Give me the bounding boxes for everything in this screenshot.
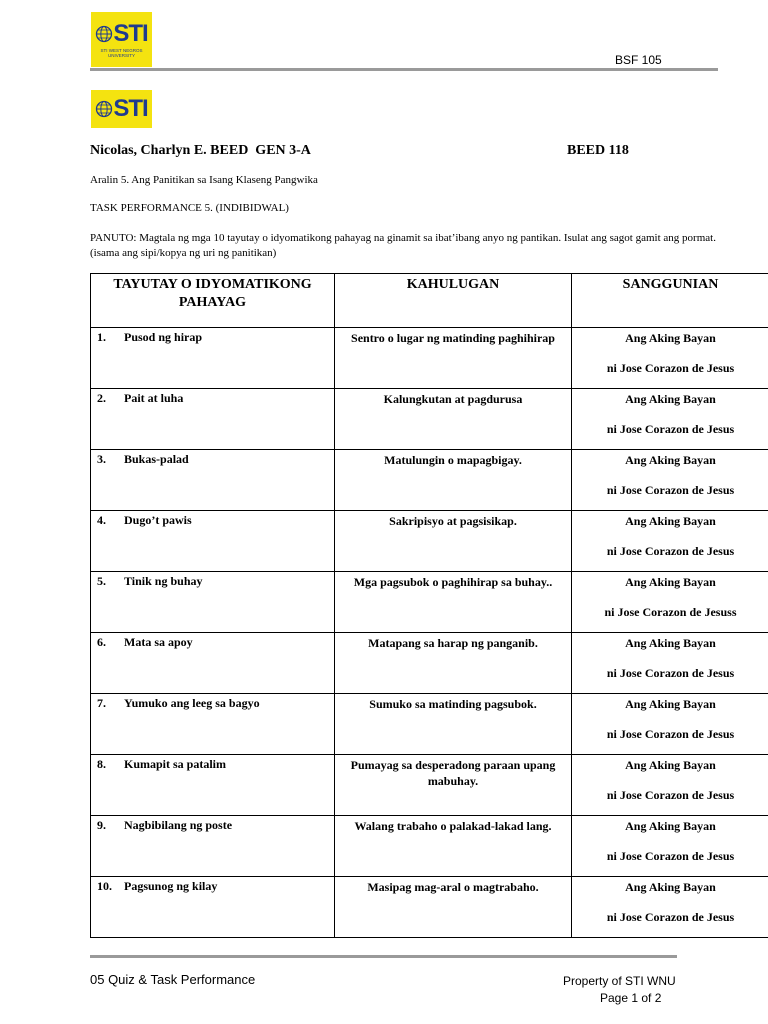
course-label: BEED 118 — [567, 143, 629, 158]
course-code-header: BSF 105 — [615, 53, 662, 67]
globe-icon — [95, 100, 113, 118]
source-cell — [572, 450, 768, 511]
term-cell — [91, 877, 335, 938]
footer-title: 05 Quiz & Task Performance — [90, 972, 256, 987]
meaning-cell — [335, 816, 572, 877]
term-cell — [91, 328, 335, 389]
table-row — [91, 755, 768, 816]
source-author: ni Jose Corazon de Jesus — [606, 422, 735, 436]
source-author: ni Jose Corazon de Jesus — [606, 666, 735, 680]
idiom-term: Pusod ng hirap — [124, 330, 203, 344]
source-cell — [572, 633, 768, 694]
source-title: Ang Aking Bayan — [625, 758, 716, 772]
meaning-cell — [335, 450, 572, 511]
meaning-cell — [335, 755, 572, 816]
source-cell — [572, 694, 768, 755]
source-author: ni Jose Corazon de Jesus — [606, 849, 735, 863]
source-cell — [572, 755, 768, 816]
source-author: ni Jose Corazon de Jesus — [606, 727, 735, 741]
table-row — [91, 328, 768, 389]
source-cell — [572, 572, 768, 633]
sti-logo — [91, 90, 152, 128]
source-author: ni Jose Corazon de Jesus — [606, 544, 735, 558]
instructions: PANUTO: Magtala ng mga 10 tayutay o idyomatikong pahayag na ginamit sa ibat’ibang anyo ng pantikan. Isulat ang sagot gamit ang pormat. (isama ang sipi/kopya ng uri ng panitikan) — [90, 232, 716, 259]
meaning-cell — [335, 328, 572, 389]
term-cell — [91, 755, 335, 816]
idiom-meaning: Sumuko sa matinding pagsubok. — [369, 697, 537, 711]
source-author: ni Jose Corazon de Jesus — [606, 910, 735, 924]
term-cell — [91, 511, 335, 572]
header-divider — [90, 68, 718, 71]
idiom-term: Bukas-palad — [124, 452, 189, 466]
row-number: 3. — [97, 452, 106, 466]
source-title: Ang Aking Bayan — [625, 819, 716, 833]
term-cell — [91, 389, 335, 450]
source-title: Ang Aking Bayan — [625, 331, 716, 345]
source-author: ni Jose Corazon de Jesus — [606, 361, 735, 375]
table-row — [91, 450, 768, 511]
logo-word: STI — [113, 19, 148, 47]
row-number: 5. — [97, 574, 106, 588]
term-cell — [91, 633, 335, 694]
source-title: Ang Aking Bayan — [625, 453, 716, 467]
meaning-cell — [335, 633, 572, 694]
idiom-meaning: Walang trabaho o palakad-lakad lang. — [354, 819, 552, 833]
idiom-meaning: Matapang sa harap ng panganib. — [368, 636, 538, 650]
term-cell — [91, 816, 335, 877]
row-number: 6. — [97, 635, 106, 649]
student-name: Nicolas, Charlyn E. BEED GEN 3-A — [90, 143, 311, 158]
idiom-meaning: Kalungkutan at pagdurusa — [383, 392, 523, 406]
lesson-title: Aralin 5. Ang Panitikan sa Isang Klaseng Pangwika — [90, 174, 318, 186]
table-header-row — [91, 274, 768, 328]
term-cell — [91, 450, 335, 511]
footer-property: Property of STI WNU — [563, 974, 676, 988]
row-number: 8. — [97, 757, 106, 771]
idiom-meaning: Pumayag sa desperadong paraan upang mabuhay. — [350, 758, 556, 788]
source-title: Ang Aking Bayan — [625, 514, 716, 528]
meaning-cell — [335, 572, 572, 633]
row-number: 4. — [97, 513, 106, 527]
meaning-cell — [335, 389, 572, 450]
row-number: 2. — [97, 391, 106, 405]
task-title: TASK PERFORMANCE 5. (INDIBIDWAL) — [90, 202, 289, 214]
row-number: 10. — [97, 879, 112, 893]
term-cell — [91, 572, 335, 633]
sti-wnu-logo — [91, 12, 152, 67]
idiom-meaning: Matulungin o mapagbigay. — [384, 453, 522, 467]
source-author: ni Jose Corazon de Jesuss — [604, 605, 737, 619]
table-row — [91, 389, 768, 450]
header-source — [572, 274, 768, 328]
source-cell — [572, 511, 768, 572]
table-row — [91, 816, 768, 877]
idiom-term: Pait at luha — [124, 391, 184, 405]
idiom-meaning: Sentro o lugar ng matinding paghihirap — [351, 331, 555, 345]
source-cell — [572, 816, 768, 877]
meaning-cell — [335, 877, 572, 938]
term-cell — [91, 694, 335, 755]
globe-icon — [95, 25, 113, 43]
idiom-term: Nagbibilang ng poste — [124, 818, 233, 832]
idiom-meaning: Masipag mag-aral o magtrabaho. — [367, 880, 539, 894]
source-title: Ang Aking Bayan — [625, 575, 716, 589]
source-title: Ang Aking Bayan — [625, 880, 716, 894]
footer-divider — [90, 955, 677, 958]
row-number: 1. — [97, 330, 106, 344]
source-cell — [572, 328, 768, 389]
logo-subtext: STI WEST NEGROS UNIVERSITY — [100, 47, 143, 58]
idiom-term: Tinik ng buhay — [124, 574, 203, 588]
row-number: 9. — [97, 818, 106, 832]
logo-word: STI — [113, 95, 148, 122]
table-row — [91, 877, 768, 938]
idiom-term: Yumuko ang leeg sa bagyo — [124, 696, 260, 710]
source-cell — [572, 389, 768, 450]
source-title: Ang Aking Bayan — [625, 636, 716, 650]
source-title: Ang Aking Bayan — [625, 392, 716, 406]
table-row — [91, 633, 768, 694]
table-row — [91, 572, 768, 633]
meaning-cell — [335, 694, 572, 755]
meaning-cell — [335, 511, 572, 572]
idiom-term: Mata sa apoy — [124, 635, 193, 649]
header-meaning: KAHULUGAN — [335, 274, 572, 328]
source-author: ni Jose Corazon de Jesus — [606, 483, 735, 497]
source-cell — [572, 877, 768, 938]
row-number: 7. — [97, 696, 106, 710]
idiom-meaning: Sakripisyo at pagsisikap. — [389, 514, 517, 528]
idiom-term: Pagsunog ng kilay — [124, 879, 218, 893]
table-row — [91, 694, 768, 755]
table-row — [91, 511, 768, 572]
idiom-term: Kumapit sa patalim — [124, 757, 227, 771]
header-term: TAYUTAY O IDYOMATIKONG PAHAYAG — [91, 274, 335, 328]
header-source-label: SANGGUNIAN — [622, 277, 719, 292]
source-author: ni Jose Corazon de Jesus — [606, 788, 735, 802]
source-title: Ang Aking Bayan — [625, 697, 716, 711]
idiom-table — [90, 273, 768, 938]
idiom-term: Dugo’t pawis — [124, 513, 192, 527]
idiom-meaning: Mga pagsubok o paghihirap sa buhay.. — [353, 575, 553, 589]
page-number: Page 1 of 2 — [600, 991, 662, 1005]
